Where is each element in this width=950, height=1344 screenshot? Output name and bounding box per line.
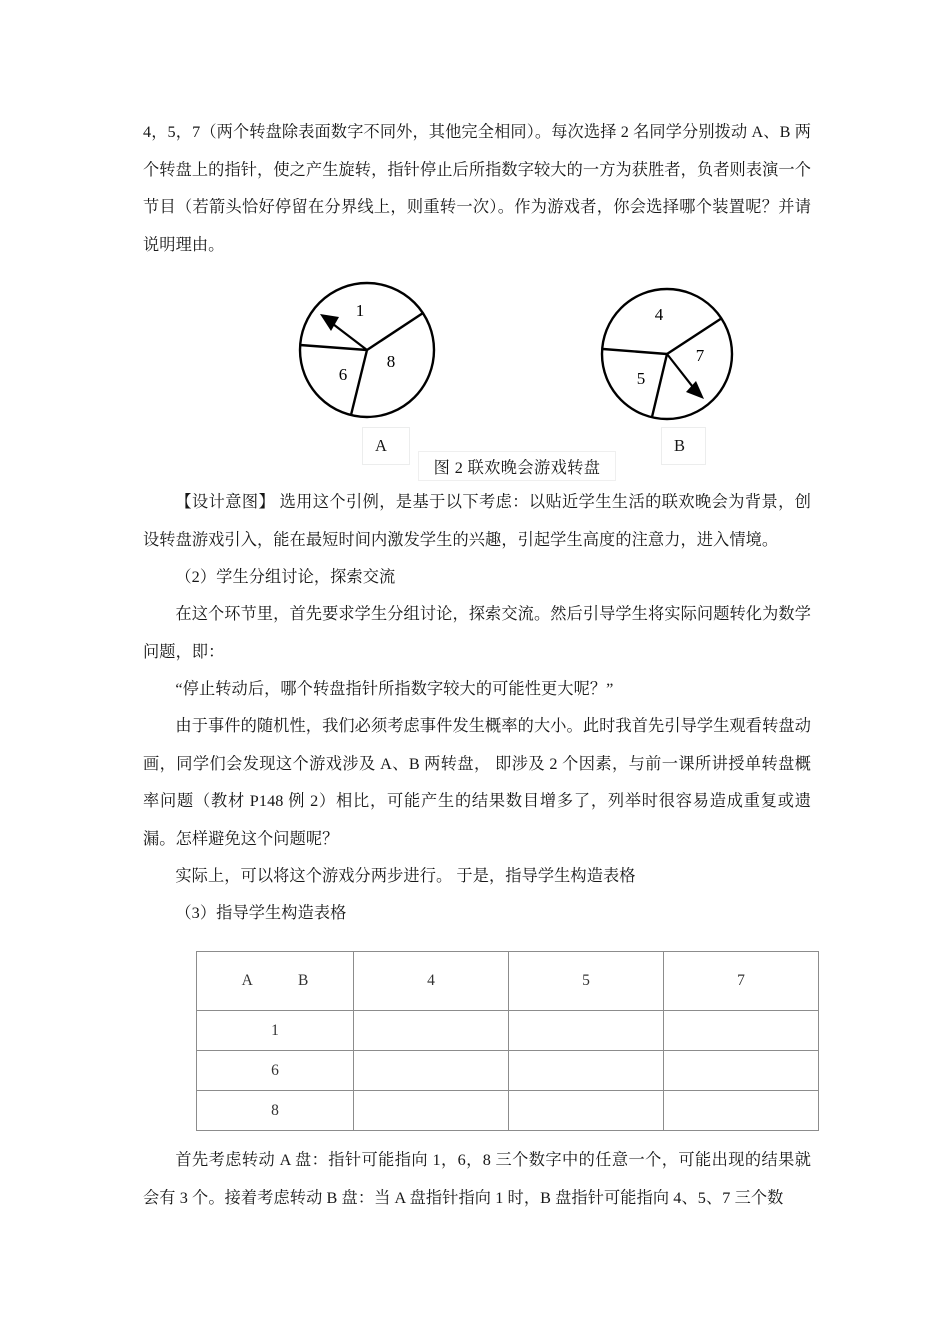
paragraph-block-8 [143, 895, 811, 933]
table-row-label-1: 1 [197, 1011, 354, 1051]
paragraph-block-7 [143, 858, 811, 896]
table-cell-1-7[interactable] [664, 1011, 819, 1051]
spinner-a-sector-label-6: 6 [338, 365, 348, 384]
table-cell-8-4[interactable] [354, 1091, 509, 1131]
table-header-cell-4: 4 [354, 952, 509, 1011]
spinner-a-sector-label-8: 8 [386, 352, 396, 371]
table-cell-1-4[interactable] [354, 1011, 509, 1051]
spinner-b [600, 286, 738, 426]
paragraph-quoted-question: “停止转动后，哪个转盘指针所指数字较大的可能性更大呢？” [175, 680, 614, 698]
table-row [197, 1011, 819, 1051]
table-header-row-label: A [241, 972, 253, 989]
spinner-a-sector-label-1: 1 [355, 301, 365, 320]
paragraph-intro-rules: 4，5，7（两个转盘除表面数字不同外，其他完全相同）。每次选择 2 名同学分别拨动 A、B 两个转盘上的指针，使之产生旋转，指针停止后所指数字较大的一方为获胜者，负者则表演一个节目（若箭头恰好停留在分界线上，则重转一次）。作为游戏者，你会选择哪个装置呢？并请说明理由。 [143, 123, 811, 254]
table-row [197, 1091, 819, 1131]
paragraph-block-4 [143, 596, 811, 671]
paragraph-randomness: 由于事件的随机性，我们必须考虑事件发生概率的大小。此时我首先引导学生观看转盘动画，同学们会发现这个游戏涉及 A、B 两转盘， 即涉及 2 个因素，与前一课所讲授单转盘概率问题（教材 P148 例 2）相比，可能产生的结果数目增多了，列举时很容易造成重复或遗漏。怎样避免这个问题呢？ [143, 717, 811, 848]
table-header-cell-5: 5 [509, 952, 664, 1011]
spinner-b-sector-label-4: 4 [654, 305, 664, 324]
spinner-b-sector-label-5: 5 [636, 369, 646, 388]
spinner-a [298, 280, 438, 422]
table-header-cell-7: 7 [664, 952, 819, 1011]
paragraph-block-3 [143, 559, 811, 597]
paragraph-step-3-heading: （3）指导学生构造表格 [175, 904, 347, 922]
figure-caption-box [418, 451, 616, 481]
paragraph-enumeration: 首先考虑转动 A 盘：指针可能指向 1，6，8 三个数字中的任意一个，可能出现的结果就会有 3 个。接着考虑转动 B 盘：当 A 盘指针指向 1 时，B 盘指针可能指向 4、5、7 三个数 [143, 1151, 811, 1207]
spinner-a-svg [298, 280, 438, 422]
table-cell-6-4[interactable] [354, 1051, 509, 1091]
spinner-a-label: A [375, 435, 387, 455]
outcome-table [196, 951, 819, 1131]
table-cell-8-5[interactable] [509, 1091, 664, 1131]
table-cell-6-5[interactable] [509, 1051, 664, 1091]
table-row-label-8: 8 [197, 1091, 354, 1131]
spinner-b-label-box [661, 427, 706, 465]
spinner-a-label-box [362, 427, 410, 465]
table-cell-6-7[interactable] [664, 1051, 819, 1091]
paragraph-block-1 [143, 114, 811, 264]
paragraph-discussion: 在这个环节里，首先要求学生分组讨论，探索交流。然后引导学生将实际问题转化为数学问题，即： [143, 605, 811, 661]
paragraph-two-steps: 实际上，可以将这个游戏分两步进行。 于是，指导学生构造表格 [175, 867, 636, 885]
table-cell-8-7[interactable] [664, 1091, 819, 1131]
paragraph-block-6 [143, 708, 811, 858]
paragraph-step-2-heading: （2）学生分组讨论，探索交流 [175, 568, 396, 586]
paragraph-block-9 [143, 1142, 811, 1217]
spinner-b-sector-label-7: 7 [695, 346, 705, 365]
spinner-b-svg [600, 286, 738, 426]
table-cell-1-5[interactable] [509, 1011, 664, 1051]
paragraph-block-5 [143, 671, 811, 709]
spinner-b-label: B [674, 435, 686, 455]
table-row [197, 1051, 819, 1091]
table-header-cell-ab [197, 952, 354, 1011]
table-header-col-label: B [298, 972, 309, 989]
table-row-label-6: 6 [197, 1051, 354, 1091]
paragraph-block-2 [143, 484, 811, 559]
table-header-row [197, 952, 819, 1011]
figure-caption: 图 2 联欢晚会游戏转盘 [433, 459, 601, 477]
paragraph-design-intent: 【设计意图】 选用这个引例，是基于以下考虑：以贴近学生生活的联欢晚会为背景，创设转盘游戏引入，能在最短时间内激发学生的兴趣，引起学生高度的注意力，进入情境。 [143, 493, 811, 549]
